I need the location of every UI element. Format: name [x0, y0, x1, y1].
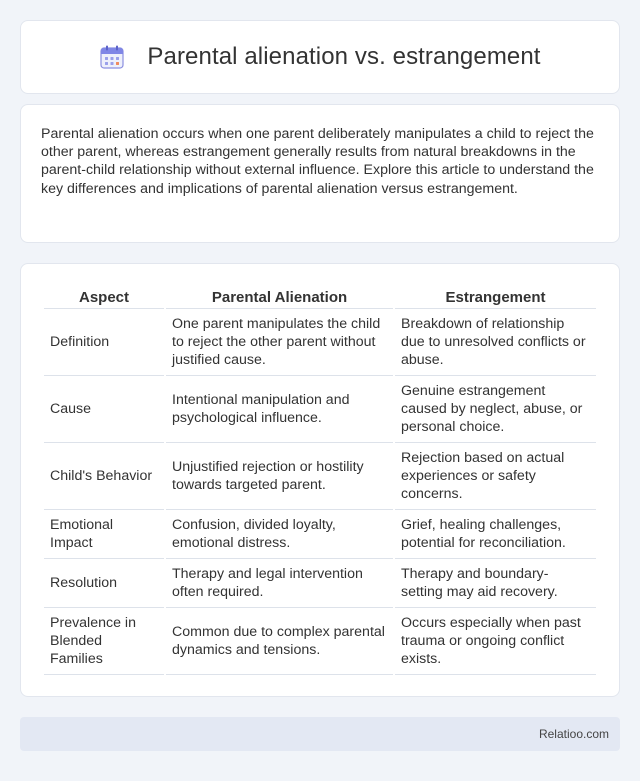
- cell-alienation: Therapy and legal intervention often required.: [166, 559, 393, 608]
- table-row: [44, 559, 596, 608]
- calendar-icon: [99, 44, 125, 70]
- cell-aspect: Definition: [44, 309, 164, 376]
- cell-aspect: Emotional Impact: [44, 510, 164, 559]
- cell-aspect: Prevalence in Blended Families: [44, 608, 164, 675]
- cell-alienation: Confusion, divided loyalty, emotional distress.: [166, 510, 393, 559]
- header-estrangement: Estrangement: [395, 284, 596, 309]
- cell-estrangement: Breakdown of relationship due to unresolved conflicts or abuse.: [395, 309, 596, 376]
- table-header-row: [44, 284, 596, 309]
- cell-estrangement: Grief, healing challenges, potential for reconciliation.: [395, 510, 596, 559]
- table-row: [44, 309, 596, 376]
- cell-aspect: Child's Behavior: [44, 443, 164, 510]
- cell-alienation: Unjustified rejection or hostility towards targeted parent.: [166, 443, 393, 510]
- comparison-table-card: [20, 263, 620, 697]
- intro-paragraph: Parental alienation occurs when one parent deliberately manipulates a child to reject the other parent, whereas estrangement generally results from natural breakdowns in the parent-child relationship without external influence. Explore this article to understand the key differences and implications of parental alienation versus estrangement.: [41, 126, 594, 197]
- title-card: [20, 20, 620, 94]
- footer: [20, 717, 620, 751]
- table-row: [44, 376, 596, 443]
- cell-alienation: Intentional manipulation and psychological influence.: [166, 376, 393, 443]
- cell-aspect: Resolution: [44, 559, 164, 608]
- header-aspect: Aspect: [44, 284, 164, 309]
- table-row: [44, 510, 596, 559]
- table-row: [44, 608, 596, 675]
- comparison-table: [42, 284, 598, 675]
- cell-alienation: One parent manipulates the child to reject the other parent without justified cause.: [166, 309, 393, 376]
- cell-aspect: Cause: [44, 376, 164, 443]
- footer-site-link[interactable]: Relatioo.com: [538, 727, 609, 741]
- header-parental-alienation: Parental Alienation: [166, 284, 393, 309]
- cell-alienation: Common due to complex parental dynamics and tensions.: [166, 608, 393, 675]
- cell-estrangement: Genuine estrangement caused by neglect, abuse, or personal choice.: [395, 376, 596, 443]
- cell-estrangement: Occurs especially when past trauma or ongoing conflict exists.: [395, 608, 596, 675]
- cell-estrangement: Therapy and boundary-setting may aid recovery.: [395, 559, 596, 608]
- cell-estrangement: Rejection based on actual experiences or safety concerns.: [395, 443, 596, 510]
- table-row: [44, 443, 596, 510]
- page-title: Parental alienation vs. estrangement: [147, 43, 541, 70]
- intro-card: [20, 104, 620, 243]
